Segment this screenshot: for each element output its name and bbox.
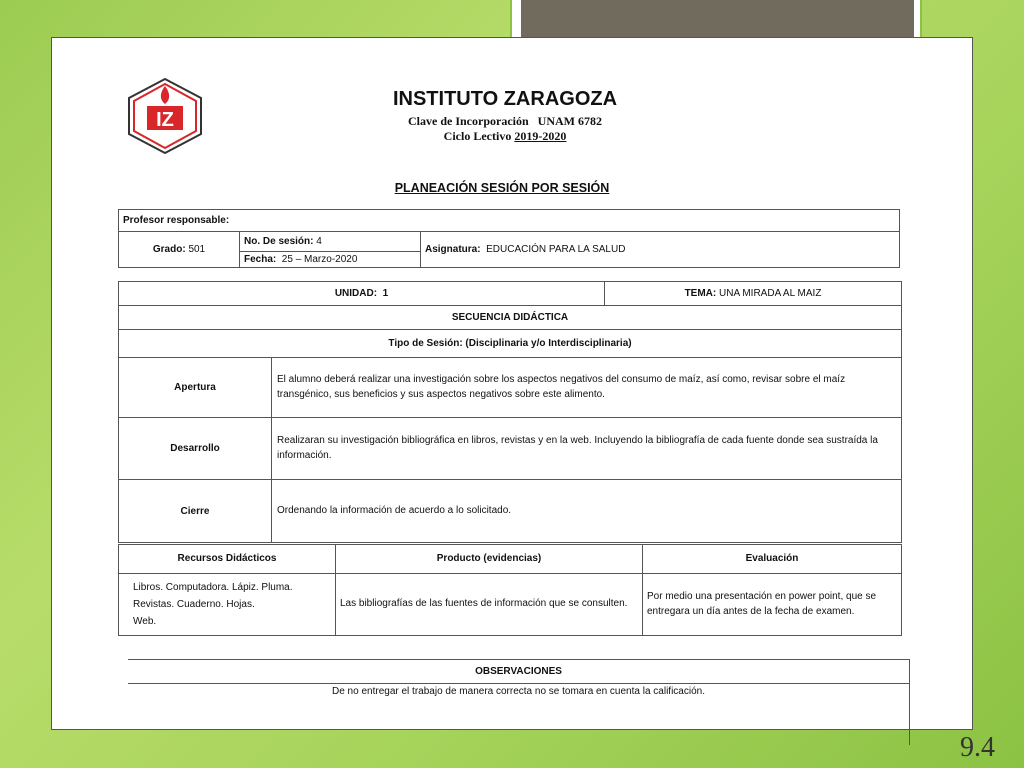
observaciones-table	[128, 659, 910, 700]
fecha-label: Fecha:	[244, 254, 277, 265]
secuencia-heading: SECUENCIA DIDÁCTICA	[119, 306, 902, 330]
ciclo-line	[360, 129, 650, 144]
phase-label: Apertura	[119, 358, 272, 418]
phase-row-desarrollo	[119, 418, 902, 480]
tema-cell	[605, 282, 902, 306]
ciclo-label: Ciclo Lectivo	[443, 129, 512, 143]
tema-label: TEMA:	[684, 288, 717, 299]
recursos-header: Recursos Didácticos	[119, 545, 336, 574]
evaluacion-cell: Por medio una presentación en power point, que se entregara un día antes de la fecha de examen.	[643, 574, 902, 636]
unidad-label: UNIDAD:	[334, 288, 378, 299]
fecha-cell	[240, 252, 421, 268]
sequence-table	[118, 281, 902, 543]
sesion-value: 4	[316, 236, 322, 247]
phase-text: Ordenando la información de acuerdo a lo solicitado.	[272, 480, 902, 543]
producto-header: Producto (evidencias)	[336, 545, 643, 574]
plan-title: PLANEACIÓN SESIÓN POR SESIÓN	[394, 181, 610, 195]
table-edge-line	[909, 685, 910, 745]
recursos-cell	[119, 574, 336, 636]
logo-letters: IZ	[156, 109, 174, 131]
phase-label: Desarrollo	[119, 418, 272, 480]
unidad-cell	[119, 282, 605, 306]
institute-name: INSTITUTO ZARAGOZA	[392, 88, 618, 110]
tema-value: UNA MIRADA AL MAIZ	[719, 288, 822, 299]
slide-number: 9.4	[960, 732, 995, 763]
grado-label: Grado:	[152, 244, 186, 255]
observaciones-text: De no entregar el trabajo de manera correcta no se tomara en cuenta la calificación.	[128, 684, 910, 700]
clave-line	[360, 114, 650, 129]
observaciones-title: OBSERVACIONES	[128, 660, 910, 684]
fecha-value: 25 – Marzo-2020	[281, 254, 358, 265]
ciclo-value: 2019-2020	[514, 129, 567, 143]
institute-logo	[123, 76, 207, 156]
phase-text: Realizaran su investigación bibliográfica en libros, revistas y en la web. Incluyendo la bibliografía de cada fuente donde sea sustraída la información.	[272, 418, 902, 480]
phase-row-cierre	[119, 480, 902, 543]
producto-cell: Las bibliografías de las fuentes de información que se consulten.	[336, 574, 643, 636]
sesion-label: No. De sesión:	[244, 236, 314, 247]
header-table	[118, 209, 900, 268]
tipo-sesion: Tipo de Sesión: (Disciplinaria y/o Interdisciplinaria)	[119, 330, 902, 358]
resources-table	[118, 544, 902, 636]
recurso-line: Web.	[133, 616, 157, 627]
phase-row-apertura	[119, 358, 902, 418]
grado-cell	[119, 232, 240, 268]
phase-text: El alumno deberá realizar una investigación sobre los aspectos negativos del consumo de maíz, así como, revisar sobre el maíz transgénico, sus beneficios y sus aspectos negativos sobre este alimento.	[272, 358, 902, 418]
asignatura-label: Asignatura:	[425, 244, 481, 255]
unidad-value: 1	[382, 288, 389, 299]
asignatura-value: EDUCACIÓN PARA LA SALUD	[486, 244, 626, 255]
profesor-label: Profesor responsable:	[123, 215, 230, 226]
clave-label: Clave de Incorporación	[408, 114, 529, 128]
recurso-line: Libros. Computadora. Lápiz. Pluma.	[133, 582, 293, 593]
clave-value: UNAM 6782	[537, 114, 602, 128]
phase-label: Cierre	[119, 480, 272, 543]
recurso-line: Revistas. Cuaderno. Hojas.	[133, 599, 255, 610]
evaluacion-header: Evaluación	[643, 545, 902, 574]
profesor-cell	[119, 210, 900, 232]
asignatura-cell	[421, 232, 900, 268]
sesion-cell	[240, 232, 421, 252]
grado-value: 501	[188, 244, 206, 255]
